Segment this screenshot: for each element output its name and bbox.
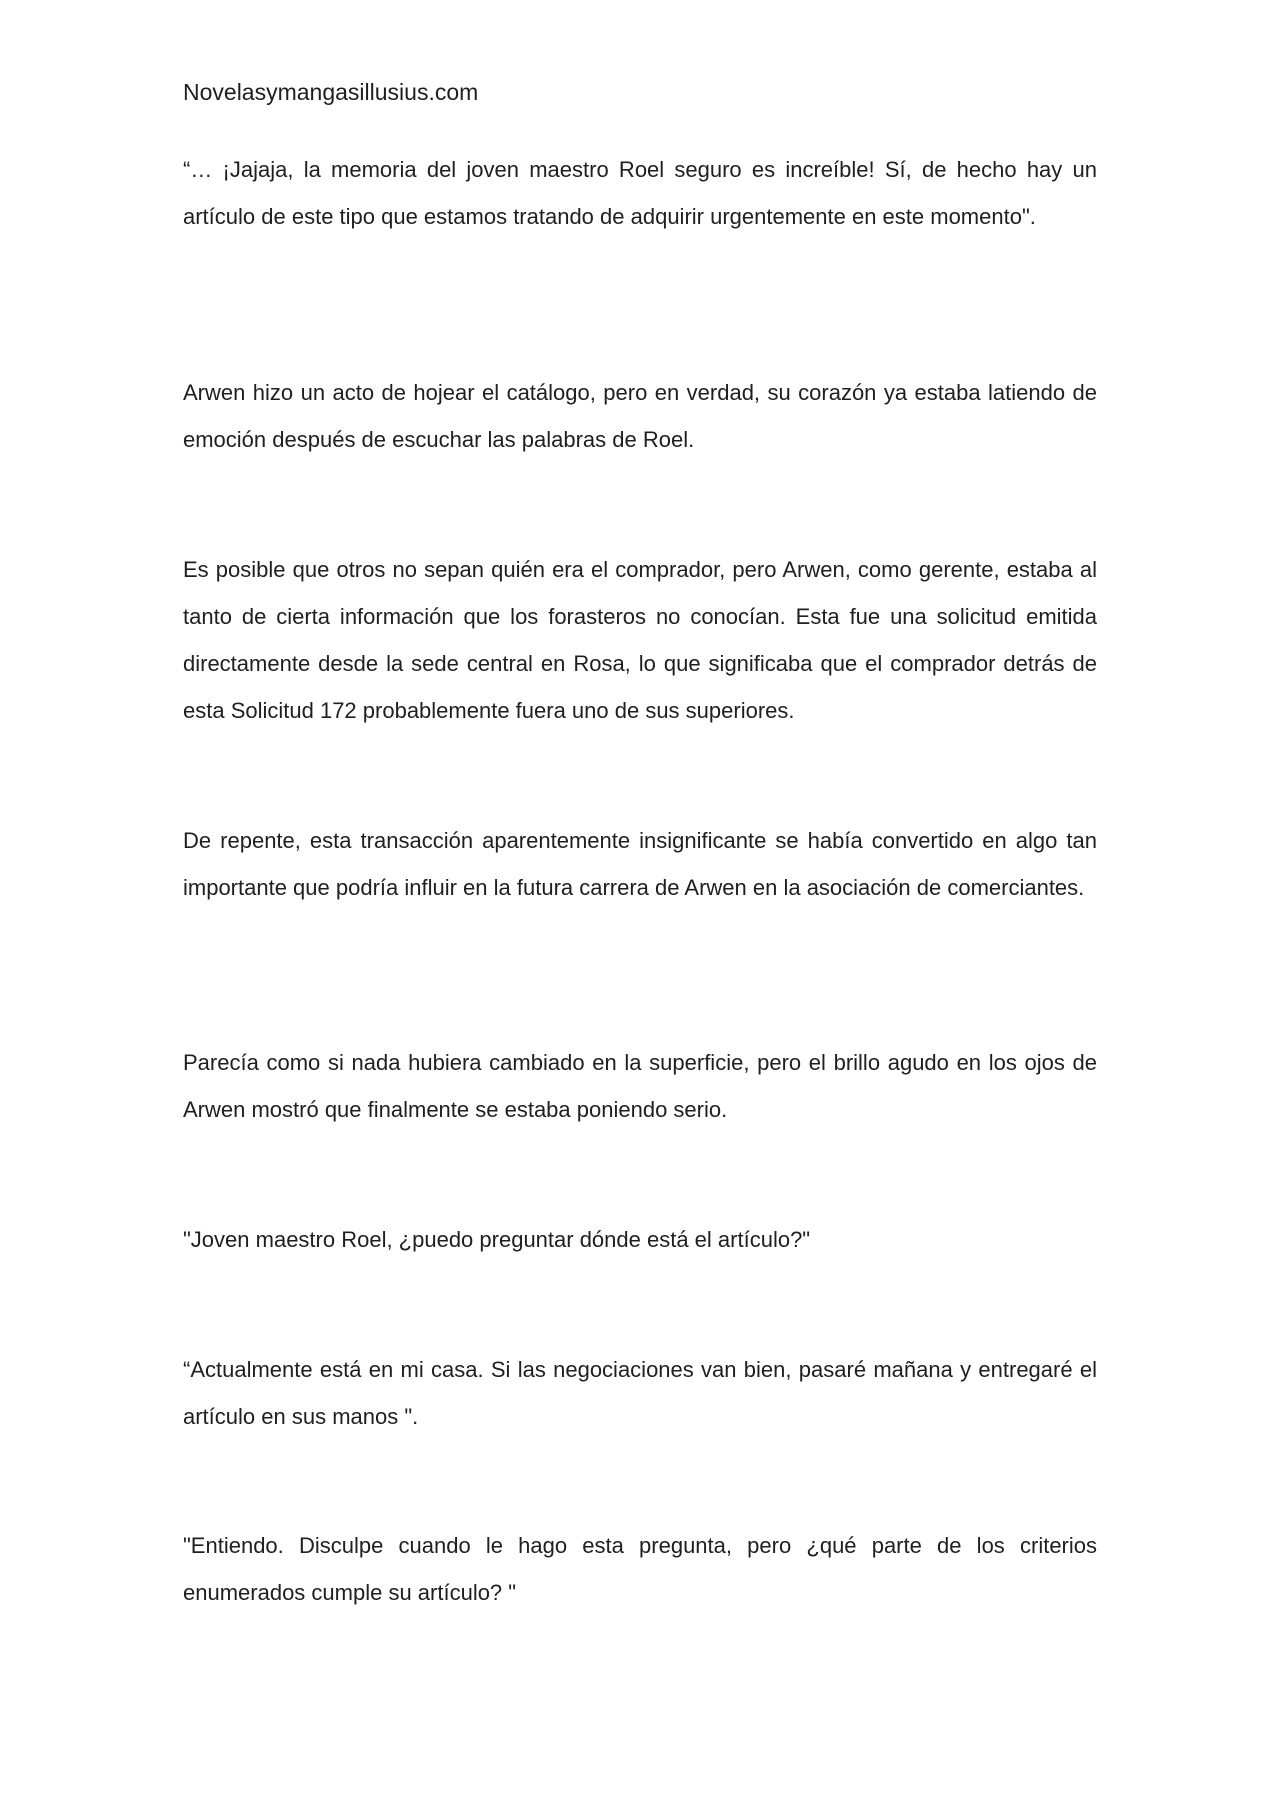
- paragraph-1: “… ¡Jajaja, la memoria del joven maestro Roel seguro es increíble! Sí, de hecho hay un artículo de este tipo que estamos tratando de adquirir urgentemente en este momento".: [183, 157, 1097, 229]
- paragraph-2: Arwen hizo un acto de hojear el catálogo, pero en verdad, su corazón ya estaba latiendo de emoción después de escuchar las palabras de Roel.: [183, 380, 1097, 452]
- paragraph-7: “Actualmente está en mi casa. Si las negociaciones van bien, pasaré mañana y entregaré el artículo en sus manos ".: [183, 1357, 1097, 1429]
- paragraph-4: De repente, esta transacción aparentemente insignificante se había convertido en algo tan importante que podría influir en la futura carrera de Arwen en la asociación de comerciantes.: [183, 828, 1097, 900]
- paragraph-3: Es posible que otros no sepan quién era el comprador, pero Arwen, como gerente, estaba al tanto de cierta información que los forasteros no conocían. Esta fue una solicitud emitida directamente desde la sede central en Rosa, lo que significaba que el comprador detrás de esta Solicitud 172 probablemente fuera uno de sus superiores.: [183, 557, 1097, 723]
- site-header: Novelasymangasillusius.com: [183, 79, 479, 105]
- paragraph-5: Parecía como si nada hubiera cambiado en la superficie, pero el brillo agudo en los ojos de Arwen mostró que finalmente se estaba poniendo serio.: [183, 1050, 1097, 1122]
- paragraph-8: "Entiendo. Disculpe cuando le hago esta pregunta, pero ¿qué parte de los criterios enumerados cumple su artículo? ": [183, 1533, 1097, 1605]
- paragraph-6: "Joven maestro Roel, ¿puedo preguntar dónde está el artículo?": [183, 1227, 811, 1252]
